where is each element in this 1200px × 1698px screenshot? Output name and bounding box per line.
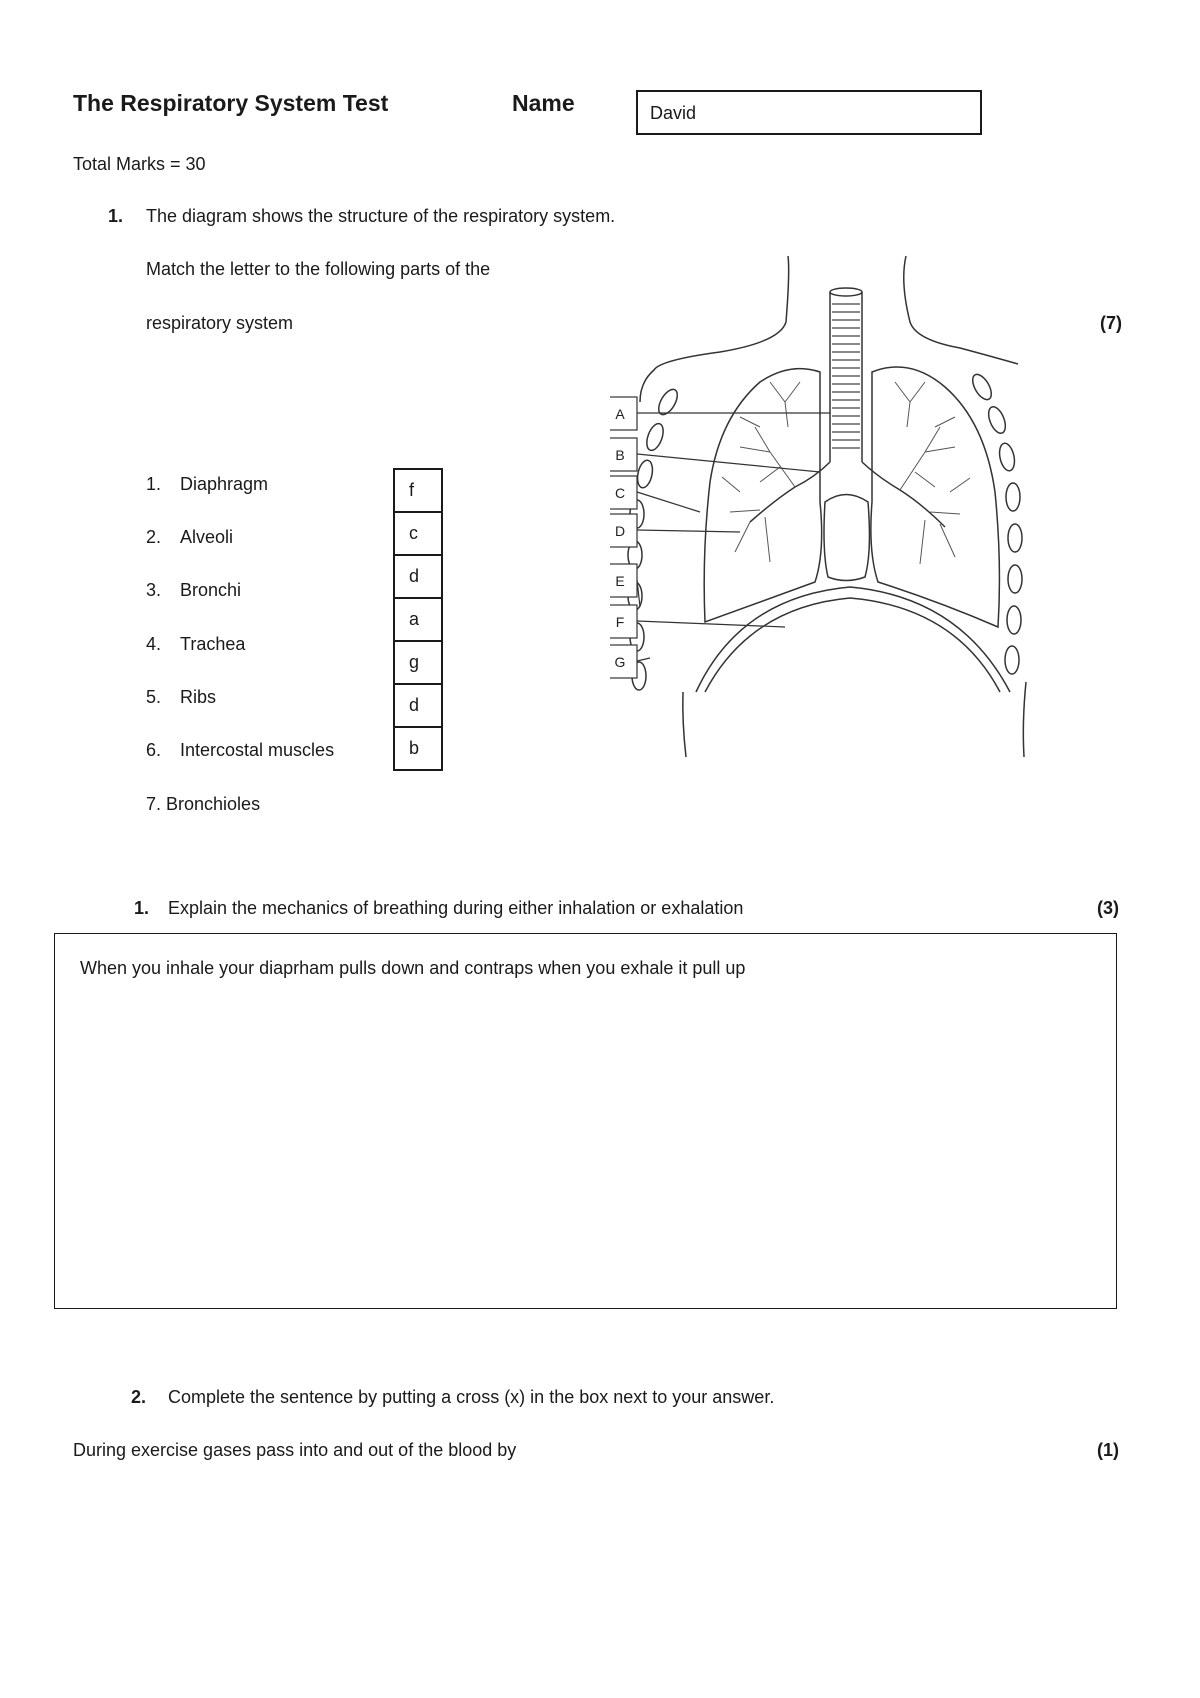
answer-box-7[interactable]: b — [393, 726, 443, 771]
q3-sentence: During exercise gases pass into and out of the blood by — [73, 1440, 517, 1460]
diagram-label-e: E — [615, 573, 625, 589]
q1-line-3: respiratory system — [146, 313, 294, 333]
q2-answer-box[interactable]: When you inhale your diaprham pulls down and contraps when you exhale it pull up — [54, 933, 1117, 1309]
part-number: 1. — [146, 474, 162, 494]
part-label: Trachea — [180, 634, 246, 654]
q1-line-1: The diagram shows the structure of the respiratory system. — [146, 206, 616, 226]
q2-number: 1. — [134, 898, 150, 918]
part-number: 2. — [146, 527, 162, 547]
part-number: 4. — [146, 634, 162, 654]
answer-box-4[interactable]: a — [393, 597, 443, 642]
part-label: Alveoli — [180, 527, 234, 547]
part-number: 6. — [146, 740, 162, 760]
part-item-3 — [146, 580, 241, 601]
q1-number: 1. — [108, 206, 124, 226]
q3-text: Complete the sentence by putting a cross (x) in the box next to your answer. — [168, 1387, 775, 1407]
name-label: Name — [512, 90, 575, 116]
part-label: Bronchioles — [166, 794, 261, 814]
q3-number: 2. — [131, 1387, 147, 1407]
diagram-label-f: F — [615, 614, 625, 630]
part-item-1 — [146, 474, 268, 495]
total-marks: Total Marks = 30 — [73, 154, 206, 174]
answer-box-5[interactable]: g — [393, 640, 443, 685]
q1-line-2: Match the letter to the following parts of the — [146, 259, 491, 279]
respiratory-system-diagram — [610, 252, 1030, 762]
part-label: Diaphragm — [180, 474, 269, 494]
part-number: 3. — [146, 580, 162, 600]
answer-column — [393, 468, 443, 771]
diagram-label-g: G — [614, 654, 626, 670]
answer-box-3[interactable]: d — [393, 554, 443, 599]
part-item-5 — [146, 687, 216, 708]
test-title: The Respiratory System Test — [73, 90, 389, 116]
diagram-label-b: B — [615, 447, 625, 463]
answer-box-6[interactable]: d — [393, 683, 443, 728]
q1-marks: (7) — [1100, 313, 1122, 333]
part-label: Bronchi — [180, 580, 242, 600]
part-number: 5. — [146, 687, 162, 707]
part-item-4 — [146, 634, 245, 655]
diagram-label-c: C — [614, 485, 626, 501]
q2-marks: (3) — [1097, 898, 1119, 918]
q2-text: Explain the mechanics of breathing during either inhalation or exhalation — [168, 898, 744, 918]
q3-marks: (1) — [1097, 1440, 1119, 1460]
part-item-7 — [146, 794, 260, 815]
part-number: 7. — [146, 794, 162, 814]
part-item-6 — [146, 740, 334, 761]
diagram-label-d: D — [614, 523, 626, 539]
part-label: Ribs — [180, 687, 217, 707]
answer-box-2[interactable]: c — [393, 511, 443, 556]
part-label: Intercostal muscles — [180, 740, 335, 760]
answer-box-1[interactable]: f — [393, 468, 443, 513]
part-item-2 — [146, 527, 233, 548]
diagram-label-a: A — [615, 406, 625, 422]
name-field[interactable]: David — [636, 90, 982, 135]
